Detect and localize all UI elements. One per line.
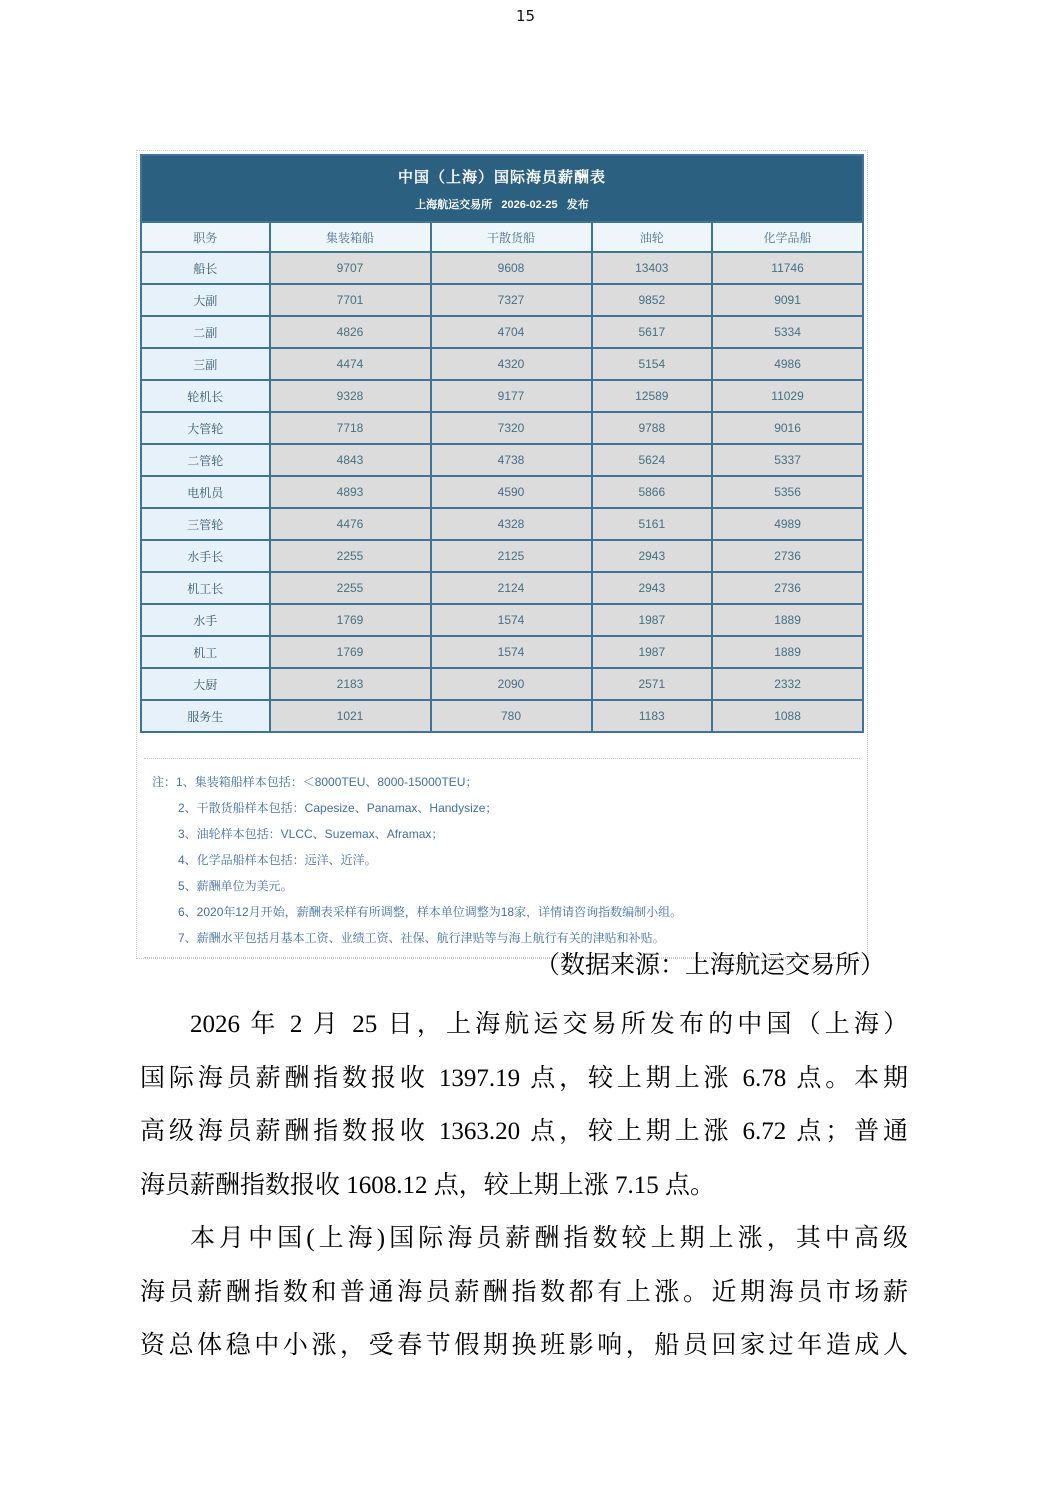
salary-cell: 7320 (431, 412, 592, 444)
paragraph-line: 海员薪酬指数和普通海员薪酬指数都有上涨。近期海员市场薪 (140, 1278, 908, 1306)
salary-cell: 7701 (270, 284, 431, 316)
salary-cell: 7327 (431, 284, 592, 316)
salary-cell: 2571 (592, 668, 713, 700)
note-line (152, 769, 854, 795)
table-row (141, 348, 863, 380)
salary-cell: 5866 (592, 476, 713, 508)
salary-cell: 2125 (431, 540, 592, 572)
salary-cell: 4476 (270, 508, 431, 540)
position-cell: 三管轮 (141, 508, 270, 540)
salary-cell: 9328 (270, 380, 431, 412)
salary-report-panel (136, 150, 868, 959)
table-row (141, 636, 863, 668)
position-cell: 轮机长 (141, 380, 270, 412)
table-row (141, 476, 863, 508)
salary-cell: 1088 (712, 700, 863, 732)
salary-cell: 4843 (270, 444, 431, 476)
table-row (141, 412, 863, 444)
page-number: 15 (515, 7, 536, 25)
table-row (141, 604, 863, 636)
notes-list (152, 769, 854, 951)
salary-cell: 2090 (431, 668, 592, 700)
salary-cell: 1987 (592, 604, 713, 636)
salary-cell: 2255 (270, 572, 431, 604)
salary-table (140, 154, 864, 733)
salary-cell: 5337 (712, 444, 863, 476)
table-row (141, 252, 863, 284)
note-line (152, 821, 854, 847)
salary-cell: 2332 (712, 668, 863, 700)
table-title-band (141, 155, 863, 222)
column-header: 职务 (141, 222, 270, 252)
data-source-line: （数据来源：上海航运交易所） (534, 952, 885, 979)
salary-cell: 2183 (270, 668, 431, 700)
note-text: 5、薪酬单位为美元。 (178, 879, 293, 893)
position-cell: 大管轮 (141, 412, 270, 444)
salary-cell: 13403 (592, 252, 713, 284)
table-row (141, 380, 863, 412)
salary-cell: 1889 (712, 604, 863, 636)
position-cell: 机工 (141, 636, 270, 668)
note-line (152, 873, 854, 899)
paragraph-line: 国际海员薪酬指数报收 1397.19 点，较上期上涨 6.78 点。本期 (140, 1064, 908, 1092)
salary-cell: 11746 (712, 252, 863, 284)
salary-cell: 1574 (431, 604, 592, 636)
salary-cell: 1987 (592, 636, 713, 668)
salary-cell: 780 (431, 700, 592, 732)
column-header: 化学品船 (712, 222, 863, 252)
salary-cell: 7718 (270, 412, 431, 444)
salary-cell: 4738 (431, 444, 592, 476)
column-header: 油轮 (592, 222, 713, 252)
position-cell: 服务生 (141, 700, 270, 732)
salary-cell: 5154 (592, 348, 713, 380)
salary-table-body (141, 252, 863, 732)
note-text: 7、薪酬水平包括月基本工资、业绩工资、社保、航行津贴等与海上航行有关的津贴和补贴。 (178, 931, 665, 945)
position-cell: 二管轮 (141, 444, 270, 476)
notes-prefix: 注： (152, 775, 177, 789)
position-cell: 机工长 (141, 572, 270, 604)
salary-cell: 5356 (712, 476, 863, 508)
paragraph-line: 本月中国(上海)国际海员薪酬指数较上期上涨，其中高级 (190, 1225, 908, 1252)
table-row (141, 668, 863, 700)
salary-cell: 4826 (270, 316, 431, 348)
table-row (141, 316, 863, 348)
salary-cell: 2736 (712, 540, 863, 572)
position-cell: 大副 (141, 284, 270, 316)
body-text (140, 998, 908, 1373)
note-text: 3、油轮样本包括：VLCC、Suzemax、Aframax； (178, 827, 444, 841)
notes-section (144, 758, 860, 958)
salary-cell: 9091 (712, 284, 863, 316)
salary-cell: 4474 (270, 348, 431, 380)
paragraph-line: 海员薪酬指数报收 1608.12 点，较上期上涨 7.15 点。 (140, 1171, 716, 1199)
note-text: 4、化学品船样本包括：远洋、近洋。 (178, 853, 377, 867)
position-cell: 船长 (141, 252, 270, 284)
note-text: 2、干散货船样本包括：Capesize、Panamax、Handysize； (178, 801, 498, 815)
salary-cell: 1889 (712, 636, 863, 668)
salary-cell: 4986 (712, 348, 863, 380)
salary-cell: 9016 (712, 412, 863, 444)
position-cell: 水手 (141, 604, 270, 636)
column-header: 干散货船 (431, 222, 592, 252)
column-header-row (141, 222, 863, 252)
table-row (141, 444, 863, 476)
salary-cell: 11029 (712, 380, 863, 412)
table-title-row (141, 155, 863, 222)
note-text: 1、集装箱船样本包括：＜8000TEU、8000-15000TEU； (176, 775, 478, 789)
salary-cell: 4590 (431, 476, 592, 508)
column-header: 集装箱船 (270, 222, 431, 252)
salary-cell: 9788 (592, 412, 713, 444)
paragraph-line: 2026 年 2 月 25 日，上海航运交易所发布的中国（上海） (190, 1011, 908, 1038)
salary-cell: 9177 (431, 380, 592, 412)
salary-cell: 5334 (712, 316, 863, 348)
note-line (152, 847, 854, 873)
salary-cell: 4704 (431, 316, 592, 348)
salary-cell: 1021 (270, 700, 431, 732)
note-line (152, 795, 854, 821)
position-cell: 大厨 (141, 668, 270, 700)
paragraph-line: 高级海员薪酬指数报收 1363.20 点，较上期上涨 6.72 点；普通 (140, 1118, 908, 1145)
salary-cell: 2943 (592, 540, 713, 572)
salary-cell: 1769 (270, 604, 431, 636)
salary-cell: 2255 (270, 540, 431, 572)
salary-cell: 4320 (431, 348, 592, 380)
table-row (141, 284, 863, 316)
table-row (141, 572, 863, 604)
salary-cell: 2124 (431, 572, 592, 604)
salary-cell: 12589 (592, 380, 713, 412)
salary-cell: 9707 (270, 252, 431, 284)
paragraph-line: 资总体稳中小涨，受春节假期换班影响，船员回家过年造成人 (140, 1332, 908, 1359)
table-row (141, 700, 863, 732)
note-line (152, 899, 854, 925)
table-row (141, 540, 863, 572)
salary-cell: 4989 (712, 508, 863, 540)
salary-cell: 1574 (431, 636, 592, 668)
salary-cell: 9608 (431, 252, 592, 284)
salary-cell: 2943 (592, 572, 713, 604)
salary-cell: 4328 (431, 508, 592, 540)
position-cell: 水手长 (141, 540, 270, 572)
table-title: 中国（上海）国际海员薪酬表 (397, 169, 606, 186)
salary-cell: 5624 (592, 444, 713, 476)
salary-cell: 1183 (592, 700, 713, 732)
table-subtitle: 上海航运交易所 2026-02-25 发布 (415, 199, 589, 211)
position-cell: 二副 (141, 316, 270, 348)
note-text: 6、2020年12月开始，薪酬表采样有所调整，样本单位调整为18家，详情请咨询指数编制小组。 (178, 905, 683, 919)
salary-cell: 5161 (592, 508, 713, 540)
salary-cell: 4893 (270, 476, 431, 508)
salary-cell: 1769 (270, 636, 431, 668)
salary-cell: 9852 (592, 284, 713, 316)
position-cell: 电机员 (141, 476, 270, 508)
table-row (141, 508, 863, 540)
salary-cell: 2736 (712, 572, 863, 604)
position-cell: 三副 (141, 348, 270, 380)
salary-cell: 5617 (592, 316, 713, 348)
